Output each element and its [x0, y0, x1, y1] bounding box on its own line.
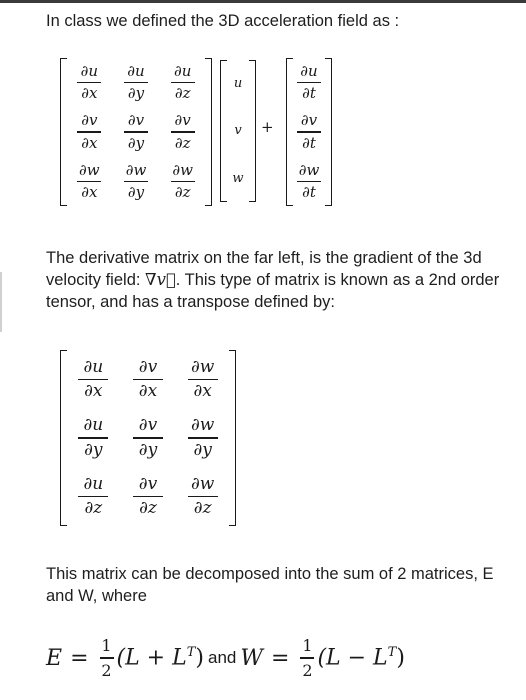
partial-fraction: $\frac{\partial u}{\partial x}$ — [66, 350, 121, 409]
partial-fraction: $\frac{\partial w}{\partial z}$ — [175, 467, 230, 526]
partial-fraction: $\frac{\partial u}{\partial x}$ — [66, 58, 113, 107]
partial-fraction: $\frac{\partial v}{\partial y}$ — [121, 409, 176, 468]
partial-fraction: $\frac{\partial u}{\partial y}$ — [66, 409, 121, 468]
partial-fraction: $\frac{\partial w}{\partial y}$ — [125, 160, 147, 201]
velocity-vector — [220, 60, 256, 202]
acceleration-equation — [60, 58, 360, 206]
one-half-fraction: $\frac{1}{2}$ — [101, 636, 112, 680]
partial-fraction: $\frac{\partial w}{\partial x}$ — [175, 350, 230, 409]
left-edge-marker — [0, 272, 2, 332]
top-border — [0, 0, 526, 3]
equals-sign: = — [271, 645, 290, 671]
time-derivative-vector — [286, 58, 332, 206]
velocity-component: w — [232, 170, 244, 186]
partial-fraction: $\frac{\partial v}{\partial y}$ — [113, 107, 160, 156]
partial-fraction: $\frac{\partial v}{\partial t}$ — [286, 107, 332, 156]
equals-sign: = — [70, 645, 89, 671]
W-expression: $(L - L^T)$ — [317, 645, 405, 671]
partial-fraction: $\frac{\partial u}{\partial z}$ — [159, 58, 206, 107]
partial-fraction: $\frac{\partial u}{\partial y}$ — [113, 58, 160, 107]
and-text: and — [208, 648, 237, 667]
decomposition-formula — [46, 628, 405, 688]
plus-sign: + — [261, 118, 274, 136]
velocity-component: u — [233, 76, 243, 92]
velocity-component: v — [234, 123, 242, 139]
decomposition-text: This matrix can be decomposed into the sum of 2 matrices, E and W, where — [46, 565, 494, 605]
partial-fraction: $\frac{\partial v}{\partial x}$ — [121, 350, 176, 409]
partial-fraction: $\frac{\partial w}{\partial y}$ — [175, 409, 230, 468]
partial-fraction: $\frac{\partial u}{\partial t}$ — [286, 58, 332, 107]
intro-text: In class we defined the 3D acceleration field as : — [46, 12, 400, 30]
W-symbol: W — [240, 645, 263, 671]
partial-fraction: $\frac{\partial v}{\partial z}$ — [159, 107, 206, 156]
nabla-v-symbol: ∇v⃗ — [145, 270, 176, 289]
gradient-matrix — [60, 58, 212, 206]
partial-fraction: $\frac{\partial w}{\partial t}$ — [298, 160, 320, 201]
E-expression: $(L + L^T)$ — [116, 645, 204, 671]
partial-fraction: $\frac{\partial w}{\partial z}$ — [172, 160, 193, 201]
gradient-description: The derivative matrix on the far left, is the gradient of the 3d velocity field: ∇v⃗. This type of matrix is known as a 2nd order tensor, and has a transpose defined by: — [46, 249, 500, 311]
one-half-fraction: $\frac{1}{2}$ — [302, 636, 313, 680]
partial-fraction: $\frac{\partial v}{\partial z}$ — [121, 467, 176, 526]
partial-fraction: $\frac{\partial u}{\partial z}$ — [66, 467, 121, 526]
transpose-equation — [60, 350, 240, 526]
transpose-matrix — [60, 350, 236, 526]
E-symbol: E — [46, 645, 63, 671]
partial-fraction: $\frac{\partial v}{\partial x}$ — [66, 107, 113, 156]
partial-fraction: $\frac{\partial w}{\partial x}$ — [79, 160, 100, 201]
